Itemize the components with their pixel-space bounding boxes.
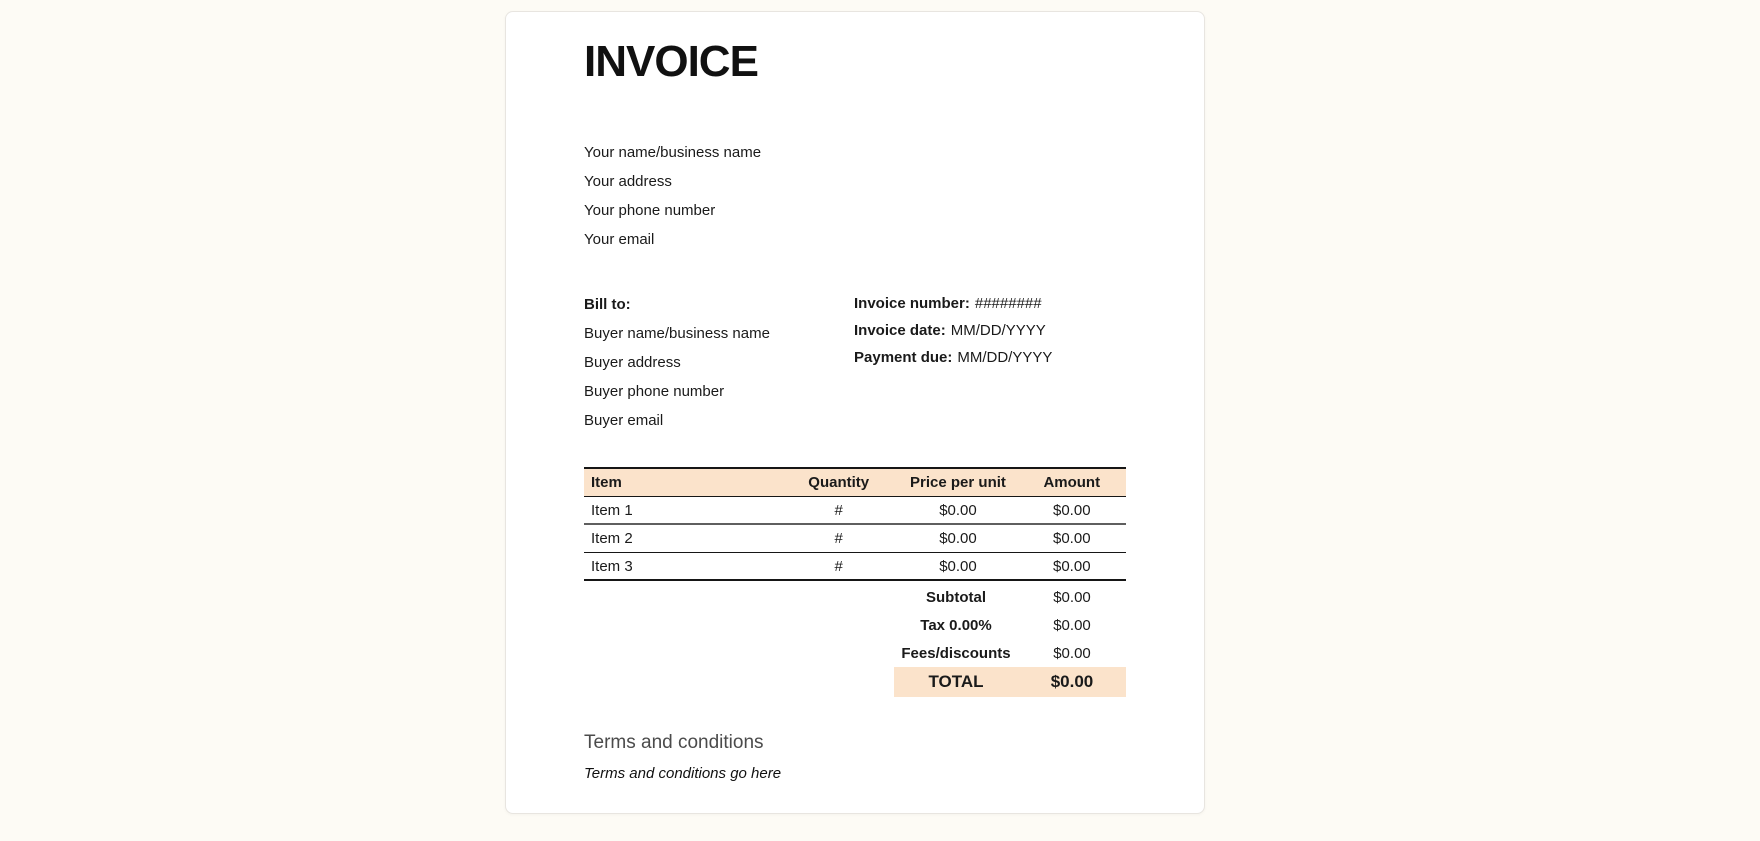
column-header-amount: Amount — [1043, 474, 1101, 491]
quantity-cell: # — [834, 530, 843, 547]
seller-phone: Your phone number — [584, 202, 716, 219]
item-cell: Item 2 — [591, 530, 633, 547]
invoice-date-row — [854, 317, 1124, 344]
seller-info — [584, 138, 1124, 254]
grand-total-row — [894, 667, 1126, 697]
bill-to-section — [584, 290, 854, 435]
seller-email: Your email — [584, 231, 655, 248]
column-header-quantity: Quantity — [808, 474, 870, 491]
totals-section — [584, 583, 1126, 697]
amount-cell: $0.00 — [1053, 530, 1091, 547]
table-row — [584, 525, 1126, 553]
buyer-email: Buyer email — [584, 412, 664, 429]
grand-total-label: TOTAL — [928, 672, 984, 691]
tax-row — [584, 611, 1126, 639]
table-row — [584, 497, 1126, 525]
payment-due-label: Payment due: — [854, 349, 953, 366]
invoice-number-row — [854, 290, 1124, 317]
price-cell: $0.00 — [939, 501, 977, 519]
subtotal-label: Subtotal — [926, 588, 986, 606]
price-cell: $0.00 — [939, 557, 977, 575]
invoice-number-label: Invoice number: — [854, 295, 970, 312]
invoice-title: INVOICE — [584, 37, 758, 86]
bill-to-label: Bill to: — [584, 296, 631, 313]
fees-discounts-row — [584, 639, 1126, 667]
buyer-address: Buyer address — [584, 354, 681, 371]
tax-value: $0.00 — [1053, 616, 1091, 634]
table-header-row — [584, 469, 1126, 497]
subtotal-row — [584, 583, 1126, 611]
item-cell: Item 1 — [591, 501, 633, 519]
fees-discounts-value: $0.00 — [1053, 644, 1091, 662]
subtotal-value: $0.00 — [1053, 588, 1091, 606]
item-cell: Item 3 — [591, 557, 633, 575]
buyer-name: Buyer name/business name — [584, 325, 770, 342]
invoice-meta — [854, 290, 1124, 435]
quantity-cell: # — [834, 557, 843, 575]
items-table — [584, 467, 1126, 581]
amount-cell: $0.00 — [1053, 501, 1091, 519]
table-row — [584, 553, 1126, 581]
invoice-date-label: Invoice date: — [854, 322, 946, 339]
quantity-cell: # — [834, 501, 843, 519]
buyer-phone: Buyer phone number — [584, 383, 725, 400]
terms-body: Terms and conditions go here — [584, 765, 782, 782]
invoice-date-value: MM/DD/YYYY — [950, 322, 1046, 339]
price-cell: $0.00 — [939, 530, 977, 547]
payment-due-value: MM/DD/YYYY — [957, 349, 1053, 366]
column-header-item: Item — [591, 474, 622, 491]
column-header-price-per-unit: Price per unit — [910, 474, 1006, 491]
grand-total-value: $0.00 — [1050, 672, 1094, 691]
invoice-number-value: ######## — [974, 295, 1042, 312]
terms-heading: Terms and conditions — [584, 732, 764, 753]
invoice-card — [505, 11, 1205, 814]
fees-discounts-label: Fees/discounts — [901, 644, 1011, 662]
tax-label: Tax 0.00% — [920, 616, 992, 634]
seller-name: Your name/business name — [584, 144, 762, 161]
parties-section — [584, 290, 1124, 435]
payment-due-row — [854, 344, 1124, 371]
seller-address: Your address — [584, 173, 672, 190]
amount-cell: $0.00 — [1053, 557, 1091, 575]
